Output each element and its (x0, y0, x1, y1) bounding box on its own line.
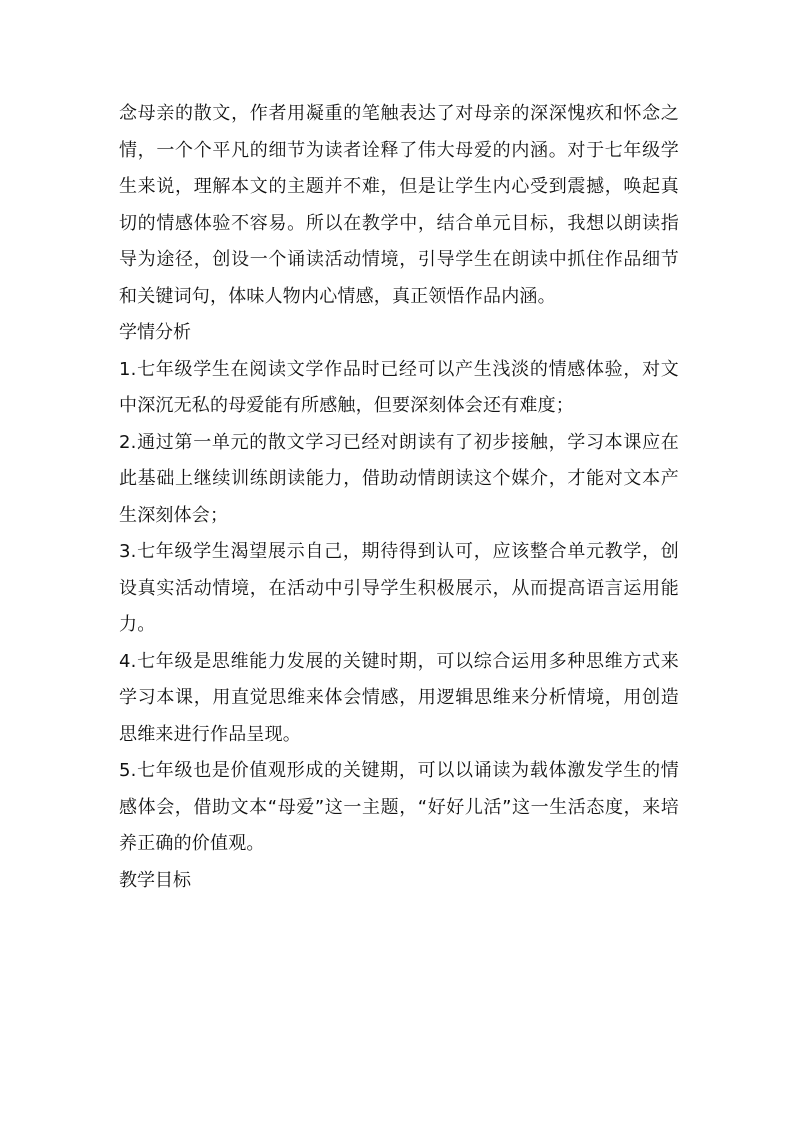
analysis-item-4: 4.七年级是思维能力发展的关键时期，可以综合运用多种思维方式来学习本课，用直觉思维来体会情感，用逻辑思维来分析情境，用创造思维来进行作品呈现。 (119, 650, 679, 745)
document-body (119, 96, 679, 899)
analysis-item-5: 5.七年级也是价值观形成的关键期，可以以诵读为载体激发学生的情感体会，借助文本“母爱”这一主题，“好好儿活”这一生活态度，来培养正确的价值观。 (119, 760, 679, 854)
analysis-item-1: 1.七年级学生在阅读文学作品时已经可以产生浅淡的情感体验，对文中深沉无私的母爱能有所感触，但要深刻体会还有难度； (119, 358, 679, 416)
analysis-item-3: 3.七年级学生渴望展示自己，期待得到认可，应该整合单元教学，创设真实活动情境，在活动中引导学生积极展示，从而提高语言运用能力。 (119, 541, 679, 635)
analysis-item-2: 2.通过第一单元的散文学习已经对朗读有了初步接触，学习本课应在此基础上继续训练朗读能力，借助动情朗读这个媒介，才能对文本产生深刻体会； (119, 431, 679, 526)
section-heading-learning-analysis: 学情分析 (119, 322, 191, 343)
section-heading-teaching-goals: 教学目标 (119, 869, 191, 891)
intro-paragraph: 念母亲的散文，作者用凝重的笔触表达了对母亲的深深愧疚和怀念之情，一个个平凡的细节为读者诠释了伟大母爱的内涵。对于七年级学生来说，理解本文的主题并不难，但是让学生内心受到震撼，唤起真切的情感体验不容易。所以在教学中，结合单元目标，我想以朗读指导为途径，创设一个诵读活动情境，引导学生在朗读中抓住作品细节和关键词句，体味人物内心情感，真正领悟作品内涵。 (119, 103, 679, 307)
